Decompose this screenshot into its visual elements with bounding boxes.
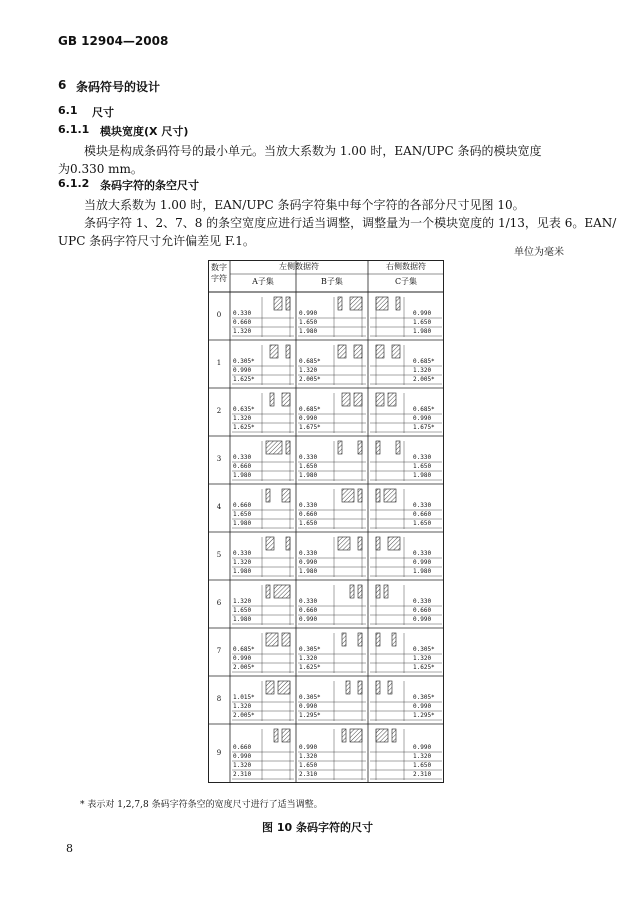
subset-b-value: 0.990	[299, 310, 318, 317]
subset-c-value: 1.980	[413, 472, 432, 479]
subset-a-value: 0.990	[233, 367, 252, 374]
subset-a-value: 1.650	[233, 607, 252, 614]
subset-b-value: 1.650	[299, 319, 318, 326]
subset-c-value: 1.650	[413, 463, 432, 470]
bar-module	[286, 297, 290, 310]
digit-label: 6	[216, 599, 222, 607]
subset-a-value: 1.650	[233, 511, 252, 518]
bar-module	[376, 585, 380, 598]
subset-c-value: 0.330	[413, 550, 432, 557]
subset-b-value: 1.675*	[299, 424, 321, 431]
clause-number: 6.1.1	[58, 123, 90, 136]
subset-b-value: 2.005*	[299, 376, 321, 383]
subset-b-value: 1.320	[299, 753, 318, 760]
bar-module	[266, 633, 278, 646]
subset-b-value: 0.990	[299, 415, 318, 422]
paragraph-line: 条码字符 1、2、7、8 的条空宽度应进行适当调整，调整量为一个模块宽度的 1/13，见表 6。EAN/	[84, 216, 617, 230]
paragraph-line: 模块是构成条码符号的最小单元。当放大系数为 1.00 时，EAN/UPC 条码的模块宽度	[84, 144, 542, 158]
subset-c-value: 2.310	[413, 771, 432, 778]
subset-b-value: 0.685*	[299, 406, 321, 413]
section-title: 条码符号的设计	[76, 80, 161, 94]
subset-b-value: 1.980	[299, 568, 318, 575]
figure-caption: 图 10 条码字符的尺寸	[262, 821, 373, 834]
subset-b-value: 1.980	[299, 472, 318, 479]
subset-c-value: 0.990	[413, 310, 432, 317]
bar-module	[278, 681, 290, 694]
subset-c-value: 0.330	[413, 598, 432, 605]
page-number: 8	[66, 842, 73, 855]
subset-c-value: 0.990	[413, 703, 432, 710]
bar-module	[376, 681, 380, 694]
bar-module	[346, 681, 350, 694]
subset-b-value: 1.320	[299, 367, 318, 374]
subset-c-value: 0.685*	[413, 358, 435, 365]
subset-a-value: 0.660	[233, 744, 252, 751]
subset-c-value: 1.980	[413, 568, 432, 575]
subset-a-value: 0.990	[233, 753, 252, 760]
paragraph-line: 为0.330 mm。	[58, 162, 143, 176]
bar-module	[384, 489, 396, 502]
subset-c-value: 1.650	[413, 762, 432, 769]
digit-label: 3	[216, 455, 222, 463]
subset-a-value: 0.330	[233, 454, 252, 461]
unit-note: 单位为毫米	[514, 247, 564, 258]
digit-label: 0	[216, 311, 222, 319]
bar-module	[358, 633, 362, 646]
bar-module	[286, 441, 290, 454]
subset-b-header: B子集	[321, 277, 343, 286]
bar-module	[388, 681, 392, 694]
bar-module	[358, 681, 362, 694]
subset-b-value: 0.330	[299, 454, 318, 461]
bar-module	[358, 489, 362, 502]
subset-c-value: 0.660	[413, 511, 432, 518]
digit-label: 7	[216, 647, 222, 655]
subset-b-value: 0.660	[299, 511, 318, 518]
subset-c-value: 0.990	[413, 415, 432, 422]
subset-a-value: 0.305*	[233, 358, 255, 365]
bar-module	[376, 537, 380, 550]
subset-a-value: 2.005*	[233, 664, 255, 671]
subset-c-value: 0.660	[413, 607, 432, 614]
bar-module	[350, 297, 362, 310]
bar-module	[282, 633, 290, 646]
bar-module	[282, 729, 290, 742]
digit-label: 5	[216, 551, 222, 559]
bar-module	[354, 345, 362, 358]
subset-c-value: 1.980	[413, 328, 432, 335]
bar-module	[286, 345, 290, 358]
subset-b-value: 0.685*	[299, 358, 321, 365]
bar-module	[392, 633, 396, 646]
bar-module	[396, 441, 400, 454]
bar-module	[286, 537, 290, 550]
subset-a-value: 1.320	[233, 703, 252, 710]
subset-c-value: 1.650	[413, 319, 432, 326]
barcode-dimension-figure	[208, 260, 444, 783]
subset-a-value: 1.980	[233, 472, 252, 479]
bar-module	[350, 729, 362, 742]
bar-module	[392, 729, 396, 742]
subset-b-value: 0.990	[299, 616, 318, 623]
bar-module	[342, 489, 354, 502]
bar-module	[282, 489, 290, 502]
bar-module	[266, 537, 274, 550]
subset-b-value: 1.320	[299, 655, 318, 662]
digit-col-header: 字符	[211, 274, 227, 283]
bar-module	[266, 489, 270, 502]
left-group-header: 左侧数据符	[279, 262, 319, 271]
subset-a-value: 1.980	[233, 616, 252, 623]
subset-a-value: 0.635*	[233, 406, 255, 413]
standard-code: GB 12904—2008	[58, 34, 169, 48]
digit-label: 2	[216, 407, 222, 415]
bar-module	[376, 345, 384, 358]
bar-module	[270, 393, 274, 406]
subset-b-value: 0.660	[299, 607, 318, 614]
bar-module	[376, 393, 384, 406]
subset-b-value: 2.310	[299, 771, 318, 778]
bar-module	[392, 345, 400, 358]
subset-c-value: 1.295*	[413, 712, 435, 719]
subset-a-value: 0.990	[233, 655, 252, 662]
bar-module	[376, 441, 380, 454]
subset-a-value: 0.660	[233, 502, 252, 509]
subset-b-value: 0.330	[299, 550, 318, 557]
bar-module	[274, 729, 278, 742]
bar-module	[266, 585, 270, 598]
subset-b-value: 0.990	[299, 559, 318, 566]
subset-b-value: 1.625*	[299, 664, 321, 671]
subset-a-header: A子集	[252, 277, 274, 286]
bar-module	[350, 585, 354, 598]
subset-b-value: 0.990	[299, 744, 318, 751]
digit-label: 9	[216, 748, 222, 757]
subset-b-value: 0.305*	[299, 694, 321, 701]
bar-module	[274, 297, 282, 310]
subset-a-value: 1.625*	[233, 424, 255, 431]
subset-c-value: 0.305*	[413, 694, 435, 701]
bar-module	[342, 729, 346, 742]
subset-a-value: 0.685*	[233, 646, 255, 653]
subset-c-value: 1.320	[413, 753, 432, 760]
right-group-header: 右侧数据符	[386, 262, 426, 271]
subset-a-value: 1.320	[233, 762, 252, 769]
subset-a-value: 1.320	[233, 328, 252, 335]
bar-module	[338, 537, 350, 550]
subset-b-value: 0.330	[299, 502, 318, 509]
bar-module	[388, 537, 400, 550]
bar-module	[266, 441, 282, 454]
subset-a-value: 0.660	[233, 463, 252, 470]
bar-module	[388, 393, 396, 406]
subset-c-value: 1.320	[413, 367, 432, 374]
digit-label: 8	[216, 695, 222, 703]
paragraph-line: UPC 条码字符尺寸允许偏差见 F.1。	[58, 234, 255, 248]
bar-module	[270, 345, 278, 358]
subsection-title: 尺寸	[92, 106, 114, 119]
subset-a-value: 1.980	[233, 520, 252, 527]
bar-module	[396, 297, 400, 310]
subset-a-value: 1.320	[233, 598, 252, 605]
subset-c-value: 1.625*	[413, 664, 435, 671]
bar-module	[358, 537, 362, 550]
bar-module	[266, 681, 274, 694]
figure-footnote: * 表示对 1,2,7,8 条码字符条空的宽度尺寸进行了适当调整。	[80, 800, 323, 810]
subset-b-value: 0.305*	[299, 646, 321, 653]
subset-b-value: 0.330	[299, 598, 318, 605]
subset-a-value: 0.330	[233, 550, 252, 557]
digit-label: 4	[216, 503, 222, 511]
bar-module	[282, 393, 290, 406]
bar-module	[354, 393, 362, 406]
bar-module	[338, 441, 342, 454]
subset-a-value: 1.015*	[233, 694, 255, 701]
subset-c-value: 0.685*	[413, 406, 435, 413]
bar-module	[342, 393, 350, 406]
bar-module	[338, 297, 342, 310]
subset-c-value: 0.305*	[413, 646, 435, 653]
bar-module	[376, 729, 388, 742]
subset-c-value: 0.330	[413, 502, 432, 509]
subset-a-value: 1.625*	[233, 376, 255, 383]
subset-a-value: 2.310	[233, 771, 252, 778]
clause-title: 模块宽度(X 尺寸)	[100, 125, 189, 138]
clause-title: 条码字符的条空尺寸	[100, 179, 199, 192]
subset-b-value: 1.650	[299, 762, 318, 769]
subset-c-value: 0.330	[413, 454, 432, 461]
section-number: 6	[58, 78, 67, 92]
bar-module	[376, 489, 380, 502]
subset-c-value: 0.990	[413, 744, 432, 751]
subset-a-value: 1.320	[233, 415, 252, 422]
subset-a-value: 0.660	[233, 319, 252, 326]
subset-c-header: C子集	[394, 277, 418, 286]
subset-a-value: 1.320	[233, 559, 252, 566]
paragraph-line: 当放大系数为 1.00 时，EAN/UPC 条码字符集中每个字符的各部分尺寸见图 10。	[84, 198, 525, 212]
subset-b-value: 0.990	[299, 703, 318, 710]
bar-module	[376, 297, 388, 310]
digit-col-header: 数字	[211, 263, 227, 272]
bar-module	[376, 633, 380, 646]
subset-b-value: 1.980	[299, 328, 318, 335]
bar-module	[338, 345, 346, 358]
subset-c-value: 1.675*	[413, 424, 435, 431]
subset-a-value: 1.980	[233, 568, 252, 575]
subset-a-value: 2.005*	[233, 712, 255, 719]
digit-label: 1	[216, 359, 222, 367]
subset-c-value: 1.650	[413, 520, 432, 527]
subset-c-value: 0.990	[413, 616, 432, 623]
bar-module	[274, 585, 290, 598]
subset-c-value: 1.320	[413, 655, 432, 662]
subset-b-value: 1.650	[299, 463, 318, 470]
subset-b-value: 1.650	[299, 520, 318, 527]
bar-module	[358, 441, 362, 454]
bar-module	[342, 633, 346, 646]
subset-a-value: 0.330	[233, 310, 252, 317]
subset-c-value: 2.005*	[413, 376, 435, 383]
subsection-number: 6.1	[58, 104, 78, 117]
subset-c-value: 0.990	[413, 559, 432, 566]
subset-b-value: 1.295*	[299, 712, 321, 719]
bar-module	[384, 585, 388, 598]
clause-number: 6.1.2	[58, 177, 90, 190]
bar-module	[358, 585, 362, 598]
